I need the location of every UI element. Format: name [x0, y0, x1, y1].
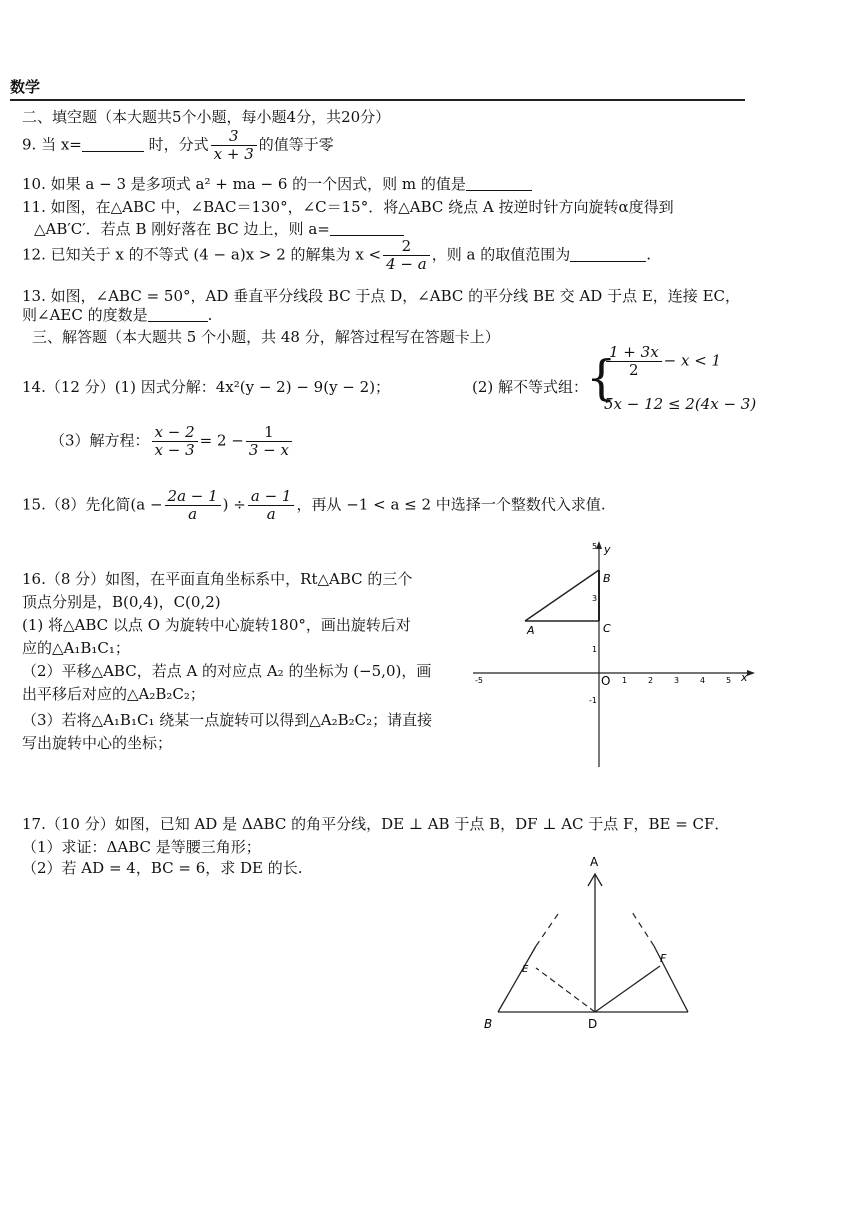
segment-ab-lower: [498, 946, 536, 1012]
segment-ab-dashed: [536, 914, 558, 946]
fig17-label-b: B: [484, 1017, 493, 1031]
y-tick-3: 3: [592, 594, 598, 603]
question-11-line2: [34, 218, 404, 239]
q14-part3-label: （3）解方程：: [50, 431, 150, 450]
fig17-label-e: E: [522, 964, 529, 975]
q9-mid: 时，分式: [143, 135, 209, 154]
q12-prefix: 12. 已知关于 x 的不等式 (4 − a)x > 2 的解集为 x <: [22, 245, 382, 264]
section2-title: 二、填空题（本大题共5个小题，每小题4分，共20分）: [22, 108, 391, 126]
q11-answer-blank: [330, 221, 404, 236]
q15-suffix: ，再从 −1 < a ≤ 2 中选择一个整数代入求值.: [296, 495, 606, 514]
q16-line8: 写出旋转中心的坐标；: [22, 734, 173, 752]
q11-line1: 11. 如图，在△ABC 中，∠BAC＝130°，∠C＝15°．将△ABC 绕点 A 按逆时针方向旋转α度得到: [22, 198, 674, 216]
point-c-label: C: [603, 622, 611, 635]
segment-de: [536, 968, 595, 1012]
q14-eq-num2: 1: [246, 424, 292, 442]
y-tick--1: -1: [589, 696, 597, 705]
q16-line2: 顶点分别是，B(0,4)，C(0,2): [22, 593, 221, 611]
q17-line1: 17.（10 分）如图，已知 AD 是 ΔABC 的角平分线，DE ⊥ AB 于点 B，DF ⊥ AC 于点 F，BE = CF．: [22, 815, 730, 833]
header-divider: [10, 99, 745, 101]
q9-prefix: 9. 当 x=: [22, 135, 82, 154]
triangle-side-ab: [525, 570, 599, 621]
q14-sys-num: 1 + 3x: [606, 344, 662, 362]
question-9: [22, 128, 334, 163]
q14-eq-mid: = 2 −: [199, 431, 244, 450]
q12-frac-num: 2: [383, 238, 430, 256]
x-tick-5: 5: [726, 676, 732, 685]
q10-answer-blank: [466, 176, 532, 191]
q16-line7: （3）若将△A₁B₁C₁ 绕某一点旋转可以得到△A₂B₂C₂；请直接: [22, 711, 433, 729]
q12-mid: ，则 a 的取值范围为: [431, 245, 571, 264]
x-axis-label: x: [741, 671, 748, 684]
q14-system-line2: 5x − 12 ≤ 2(4x − 3): [604, 395, 757, 413]
q9-fraction: [211, 128, 257, 163]
coordinate-grid: [465, 535, 765, 775]
question-13-line2: [22, 304, 212, 325]
x-tick-4: 4: [700, 676, 706, 685]
question-12: [22, 238, 651, 273]
q11-line2: △AB′C′．若点 B 刚好落在 BC 边上，则 a=: [34, 220, 330, 238]
segment-ac-dashed: [632, 912, 654, 946]
x-axis-arrow: [747, 670, 755, 676]
q14-eq-den2: 3 − x: [248, 441, 289, 459]
q14-eq-frac1: [152, 424, 198, 459]
y-axis-label: y: [604, 543, 611, 556]
q15-den1: a: [188, 505, 198, 523]
q14-sys-fraction: [606, 344, 662, 379]
q15-num2: a − 1: [248, 488, 295, 506]
fig17-label-d: D: [588, 1017, 598, 1031]
q15-frac2: [248, 488, 295, 523]
x-tick--5: -5: [475, 676, 483, 685]
y-tick-1: 1: [592, 645, 598, 654]
segment-df: [595, 966, 660, 1012]
q12-frac-den: 4 − a: [386, 255, 427, 273]
q9-frac-num: 3: [211, 128, 257, 146]
q16-line5: （2）平移△ABC，若点 A 的对应点 A₂ 的坐标为 (−5,0)，画: [22, 662, 432, 680]
q15-frac1: [165, 488, 221, 523]
q13-line1: 13. 如图，∠ABC = 50°，AD 垂直平分线段 BC 于点 D，∠ABC 的平分线 BE 交 AD 于点 E，连接 EC，: [22, 287, 740, 305]
header-subject: 数学: [10, 78, 41, 96]
q16-line6: 出平移后对应的△A₂B₂C₂；: [22, 685, 205, 703]
q15-den2: a: [266, 505, 276, 523]
q10-text: 10. 如果 a − 3 是多项式 a² + ma − 6 的一个因式，则 m 的值是: [22, 175, 466, 193]
question-15: [22, 488, 606, 523]
y-tick-5: 5: [592, 542, 598, 551]
origin-label: O: [601, 674, 611, 688]
x-tick-2: 2: [648, 676, 654, 685]
q12-answer-blank: [570, 247, 646, 262]
q14-eq-den1: x − 3: [154, 441, 195, 459]
q12-end: .: [646, 245, 651, 264]
q16-line3: (1) 将△ABC 以点 O 为旋转中心旋转180°，画出旋转后对: [22, 616, 411, 634]
q17-line3: （2）若 AD = 4，BC = 6，求 DE 的长.: [22, 859, 303, 877]
q14-part1: 14.（12 分）(1) 因式分解：4x²(y − 2) − 9(y − 2)；: [22, 378, 391, 396]
q16-line1: 16.（8 分）如图，在平面直角坐标系中，Rt△ABC 的三个: [22, 570, 413, 588]
q13-answer-blank: [148, 307, 208, 322]
question-14-part3: [50, 424, 294, 459]
fig17-label-a: A: [590, 855, 599, 869]
fig17-label-f: F: [660, 952, 667, 965]
q14-sys-den: 2: [629, 361, 639, 379]
q9-answer-blank: [82, 137, 144, 152]
q15-num1: 2a − 1: [165, 488, 221, 506]
q14-system-line1: [604, 344, 721, 379]
point-b-label: B: [603, 572, 611, 585]
question-10: [22, 173, 532, 194]
q13-end: .: [207, 306, 213, 324]
q15-prefix: 15.（8）先化简(a −: [22, 495, 163, 514]
x-tick-1: 1: [622, 676, 628, 685]
q14-system-brace: {: [586, 350, 617, 406]
q14-sys-rest: − x < 1: [663, 351, 722, 370]
point-a-label: A: [527, 624, 535, 637]
q14-eq-frac2: [246, 424, 292, 459]
q15-mid: ) ÷: [222, 495, 246, 514]
figure-17: [470, 850, 710, 1040]
q13-line2: 则∠AEC 的度数是: [22, 306, 148, 324]
q14-part2-label: (2) 解不等式组：: [472, 378, 589, 396]
q14-eq-num1: x − 2: [152, 424, 198, 442]
q9-frac-den: x + 3: [213, 145, 254, 163]
q17-line2: （1）求证：ΔABC 是等腰三角形；: [22, 838, 261, 856]
q16-line4: 应的△A₁B₁C₁；: [22, 639, 130, 657]
x-tick-3: 3: [674, 676, 680, 685]
q12-fraction: [383, 238, 430, 273]
section3-title: 三、解答题（本大题共 5 个小题，共 48 分，解答过程写在答题卡上）: [32, 328, 500, 346]
q9-suffix: 的值等于零: [258, 135, 334, 154]
